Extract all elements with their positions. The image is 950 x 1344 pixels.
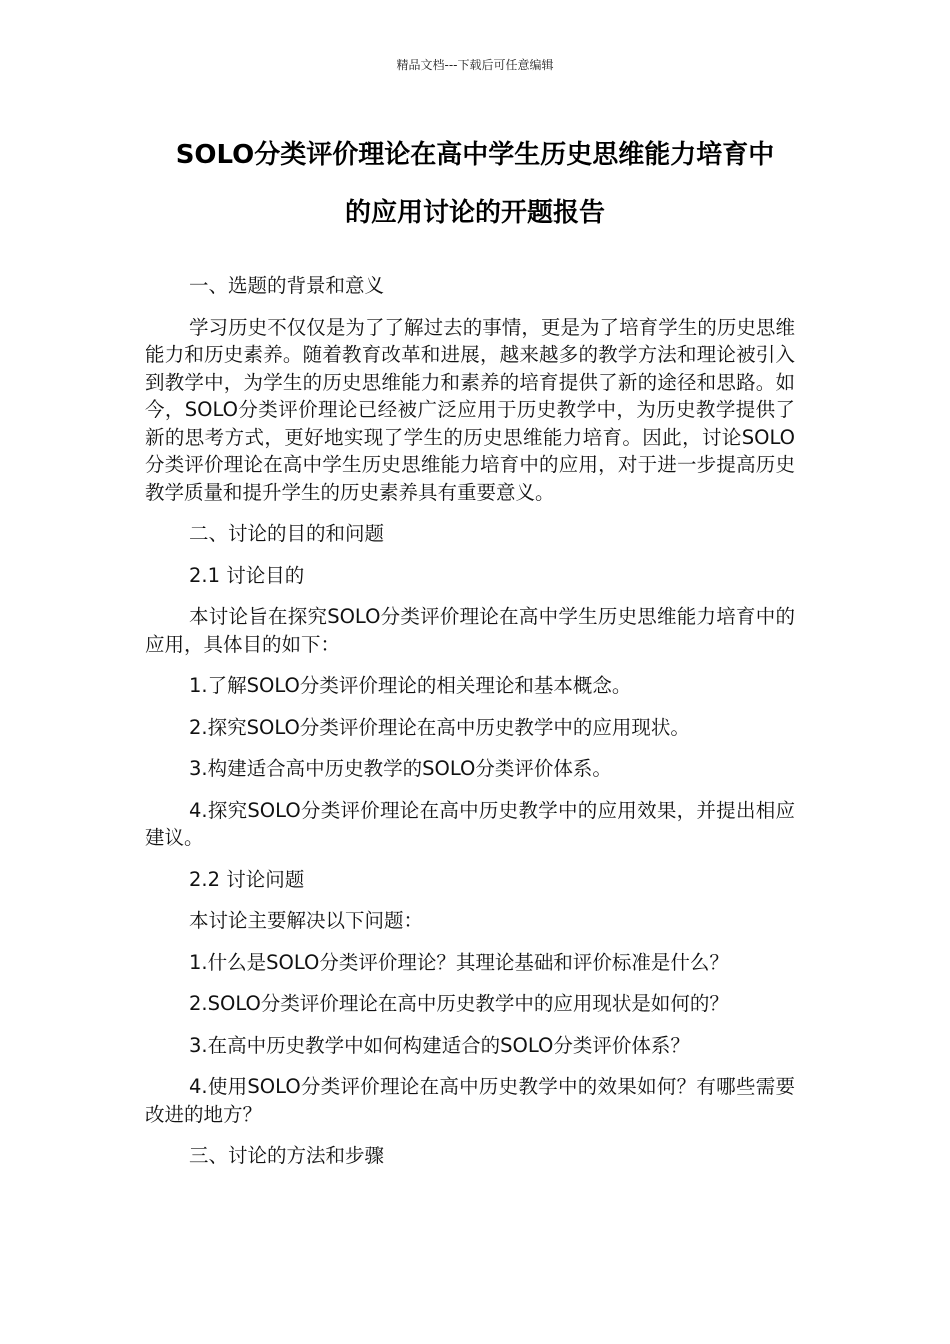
list-item-question-1: 1.什么是SOLO分类评价理论？其理论基础和评价标准是什么？ <box>189 950 729 974</box>
list-item-question-4: 4.使用SOLO分类评价理论在高中历史教学中的效果如何？有哪些需要改进的地方？ <box>145 1075 795 1126</box>
document-title-line-1: SOLO分类评价理论在高中学生历史思维能力培育中 <box>175 140 775 170</box>
subsection-heading-goal: 2.1 讨论目的 <box>189 563 305 587</box>
document-title-line-2: 的应用讨论的开题报告 <box>344 198 605 228</box>
page-header-note: 精品文档---下载后可任意编辑 <box>396 58 554 72</box>
paragraph-goal-intro: 本讨论旨在探究SOLO分类评价理论在高中学生历史思维能力培育中的应用，具体目的如下： <box>145 605 795 656</box>
list-item-goal-4: 4.探究SOLO分类评价理论在高中历史教学中的应用效果，并提出相应建议。 <box>145 798 795 849</box>
document-body <box>145 272 795 1184</box>
subsection-heading-questions: 2.2 讨论问题 <box>189 867 305 891</box>
list-item-question-2: 2.SOLO分类评价理论在高中历史教学中的应用现状是如何的？ <box>189 992 729 1015</box>
section-heading-background: 一、选题的背景和意义 <box>189 274 385 297</box>
list-item-goal-2: 2.探究SOLO分类评价理论在高中历史教学中的应用现状。 <box>189 715 690 739</box>
paragraph-background: 学习历史不仅仅是为了了解过去的事情，更是为了培育学生的历史思维能力和历史素养。随着教育改革和进展，越来越多的教学方法和理论被引入到教学中，为学生的历史思维能力和素养的培育提供了新的途径和思路。如今，SOLO分类评价理论已经被广泛应用于历史教学中，为历史教学提供了新的思考方式，更好地实现了学生的历史思维能力培育。因此，讨论SOLO分类评价理论在高中学生历史思维能力培育中的应用，对于进一步提高历史教学质量和提升学生的历史素养具有重要意义。 <box>145 315 795 504</box>
section-heading-methods: 三、讨论的方法和步骤 <box>189 1144 385 1167</box>
list-item-goal-3: 3.构建适合高中历史教学的SOLO分类评价体系。 <box>189 757 612 780</box>
paragraph-questions-intro: 本讨论主要解决以下问题： <box>189 909 424 932</box>
list-item-goal-1: 1.了解SOLO分类评价理论的相关理论和基本概念。 <box>189 674 632 697</box>
section-heading-purpose: 二、讨论的目的和问题 <box>189 522 385 545</box>
list-item-question-3: 3.在高中历史教学中如何构建适合的SOLO分类评价体系？ <box>189 1033 690 1057</box>
